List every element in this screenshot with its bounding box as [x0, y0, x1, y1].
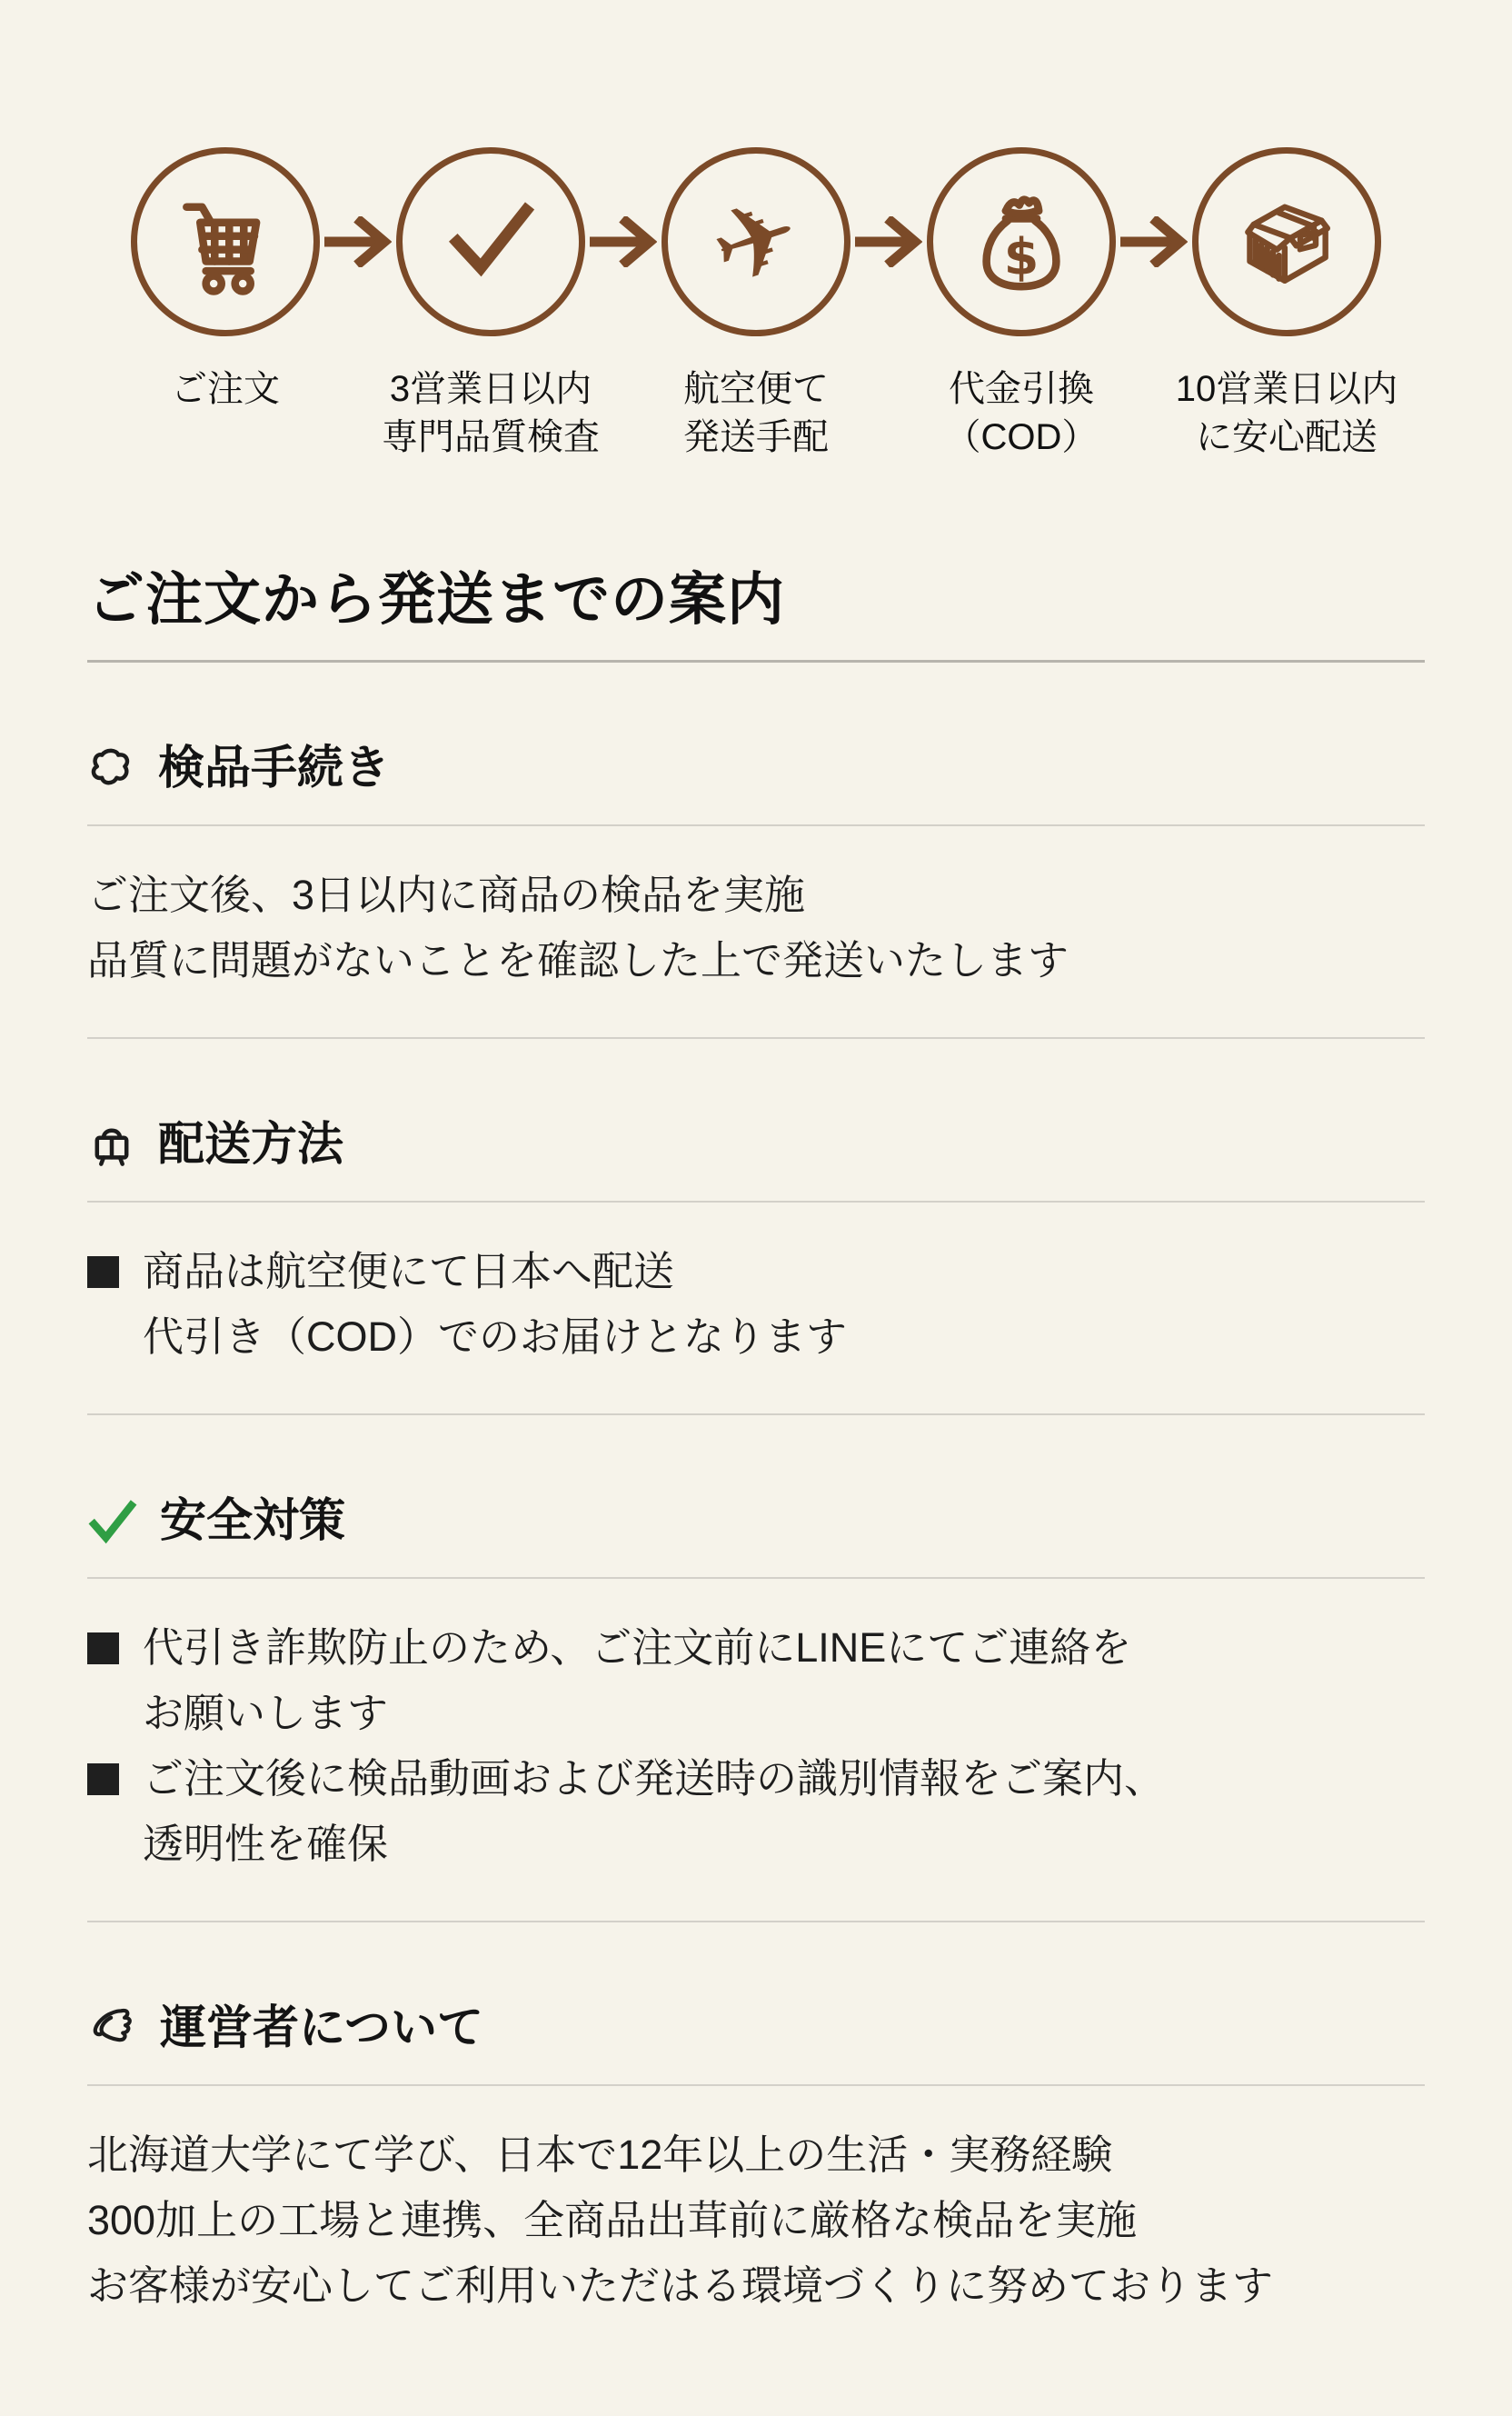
text-line: 代引き（COD）でのお届けとなります [143, 1313, 847, 1361]
arrow-right-icon [320, 147, 396, 336]
arrow-right-icon [1116, 147, 1192, 336]
package-box-icon [1228, 182, 1345, 303]
section-text [87, 1615, 1425, 1877]
section-divider [87, 1413, 1425, 1415]
text-line: ご注文後、3日以内に商品の検品を実施 [87, 872, 806, 919]
delivery-truck-icon [87, 1120, 136, 1169]
section-divider [87, 1577, 1425, 1579]
section-title: 運営者について [160, 2002, 483, 2054]
airplane-icon: ✈ [697, 172, 815, 312]
section-title: 安全対策 [160, 1494, 346, 1547]
bullet-text [143, 1746, 1425, 1877]
text-line: お客様が安心してご利用いただはる環境づくりに努めております [87, 2262, 1274, 2310]
step-cod-payment [927, 147, 1116, 462]
step-delivery [1175, 147, 1398, 462]
cart-icon [167, 182, 284, 303]
bullet-item [87, 1746, 1425, 1877]
step-circle [1192, 147, 1381, 336]
section-safety [87, 1495, 1425, 1922]
title-divider [87, 660, 1425, 663]
bullet-text [143, 1615, 1425, 1746]
arrow-right-icon [585, 147, 662, 336]
text-line: 品質に問題がないことを確認した上で発送いたします [87, 937, 1069, 984]
text-line: 300加上の工場と連携、全商品出茸前に厳格な検品を実施 [87, 2197, 1138, 2244]
section-header [87, 743, 1425, 794]
section-title: 配送方法 [158, 1118, 344, 1171]
square-bullet-icon [87, 1632, 119, 1664]
step-circle [131, 147, 320, 336]
bullet-item [87, 1239, 1425, 1370]
inspection-icon [87, 744, 136, 793]
text-line: 透明性を確保 [143, 1821, 389, 1868]
step-label: 3営業日以内 専門品質検査 [382, 369, 600, 457]
step-label: 航空便て 発送手配 [683, 369, 829, 457]
section-divider [87, 824, 1425, 826]
text-line: 商品は航空便にて日本へ配送 [143, 1248, 675, 1295]
order-guide-page [0, 147, 1512, 2416]
square-bullet-icon [87, 1763, 119, 1795]
step-label: ご注文 [171, 369, 280, 409]
step-inspection [382, 147, 600, 462]
section-title: 検品手続き [158, 742, 391, 794]
step-circle [927, 147, 1116, 336]
text-line: 代引き詐欺防止のため、ご注文前にLINEにてご連絡を [143, 1624, 1132, 1672]
step-order [131, 147, 320, 414]
section-divider [87, 1921, 1425, 1922]
hand-icon [87, 2002, 138, 2053]
step-circle [396, 147, 585, 336]
svg-text:$: $ [1003, 227, 1040, 286]
section-shipping [87, 1119, 1425, 1415]
step-label: 代金引換 （COD） [944, 369, 1099, 457]
section-divider [87, 2084, 1425, 2086]
section-text [87, 863, 1425, 993]
section-text [87, 1239, 1425, 1370]
page-title: ご注文から発送までの案内 [87, 567, 785, 632]
step-label: 10営業日以内 に安心配送 [1175, 369, 1398, 457]
arrow-right-icon [850, 147, 927, 336]
green-check-icon [87, 1495, 138, 1546]
section-text [87, 2122, 1425, 2319]
section-inspection [87, 743, 1425, 1039]
section-divider [87, 1201, 1425, 1203]
money-bag-icon [963, 182, 1079, 303]
text-line: お願いします [143, 1690, 389, 1737]
section-header [87, 2002, 1425, 2053]
text-line: ご注文後に検品動画および発送時の識別情報をご案内、 [143, 1755, 1166, 1802]
section-header [87, 1495, 1425, 1546]
order-steps-flow [0, 147, 1512, 462]
text-line: 北海道大学にて学び、日本で12年以上の生活・実務経験 [87, 2131, 1113, 2179]
checkmark-icon [432, 181, 550, 304]
section-operator [87, 2002, 1425, 2319]
section-divider [87, 1037, 1425, 1039]
bullet-item [87, 1615, 1425, 1746]
step-circle [662, 147, 850, 336]
section-header [87, 1119, 1425, 1170]
bullet-text [143, 1239, 1425, 1370]
guide-content [0, 567, 1512, 2320]
step-air-shipping [662, 147, 850, 462]
square-bullet-icon [87, 1256, 119, 1288]
